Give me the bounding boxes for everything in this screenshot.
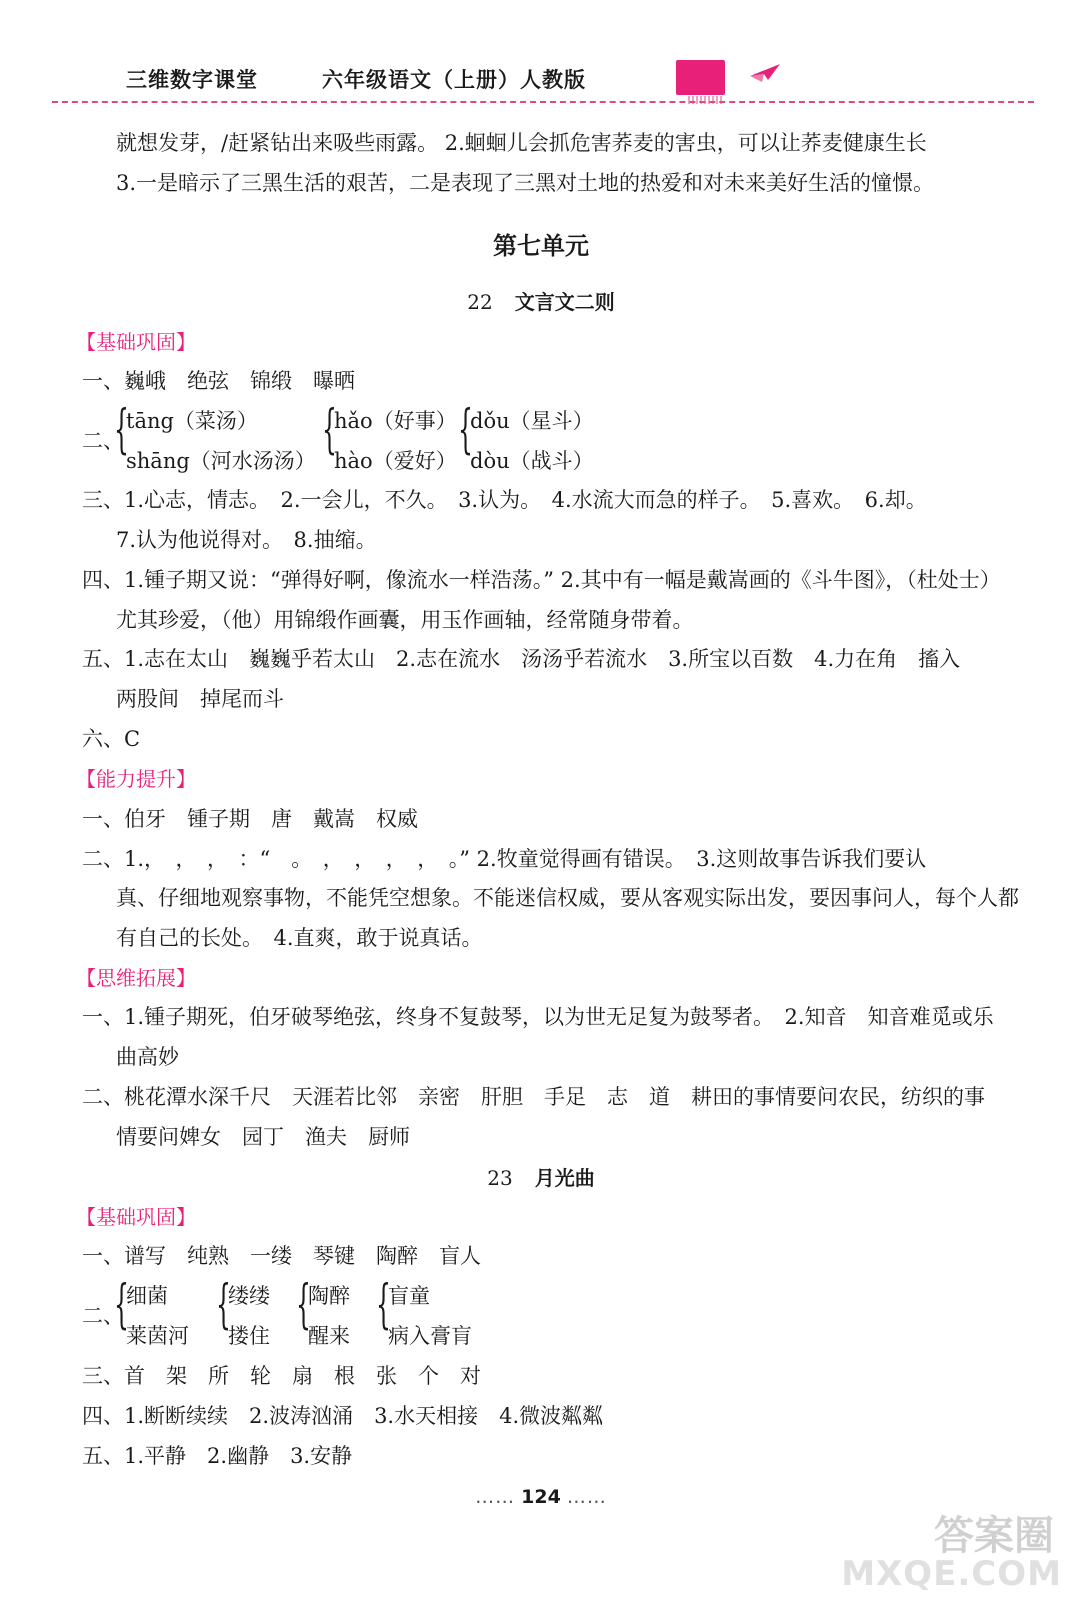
header-decoration-block (676, 60, 725, 95)
lesson-number: 22 (467, 290, 493, 314)
l22-q2-g3-top: dǒu（星斗） (470, 409, 594, 433)
l23-q2-g4-bottom: 病入膏肓 (388, 1324, 472, 1348)
unit-title: 第七单元 (493, 232, 589, 260)
l23-q2-g1-bottom: 莱茵河 (126, 1324, 189, 1348)
l22-t2-line-1: 二、桃花潭水深千尺 天涯若比邻 亲密 肝胆 手足 志 道 耕田的事情要问农民，纺织的事 (82, 1085, 985, 1109)
section-label-thinking: 【思维拓展】 (76, 966, 196, 990)
l22-q5-line-2: 两股间 掉尾而斗 (116, 687, 284, 711)
l22-a2-line-2: 真、仔细地观察事物，不能凭空想象。不能迷信权威，要从客观实际出发，要因事问人，每个人都 (116, 886, 1019, 910)
watermark-site: MXQE.COM (841, 1554, 1062, 1594)
l22-a1: 一、伯牙 锺子期 唐 戴嵩 权威 (82, 807, 418, 831)
lesson-number: 23 (487, 1166, 513, 1190)
l23-q2-g3-top: 陶醉 (308, 1284, 350, 1308)
l22-a2-line-3: 有自己的长处。 4.直爽，敢于说真话。 (116, 926, 483, 950)
header-divider (52, 101, 1034, 103)
section-label-basic: 【基础巩固】 (76, 330, 196, 354)
l22-q4-line-1: 四、1.锺子期又说：“弹得好啊，像流水一样浩荡。” 2.其中有一幅是戴嵩画的《斗牛图》，（杜处士） (82, 568, 1001, 592)
l22-q2-g2-bottom: hào（爱好） (334, 449, 457, 473)
l22-t1-line-2: 曲高妙 (116, 1045, 179, 1069)
l23-q5: 五、1.平静 2.幽静 3.安静 (82, 1444, 353, 1468)
page-dots-left: …… (475, 1486, 516, 1508)
brace-icon: { (114, 400, 129, 460)
section-label-basic-23: 【基础巩固】 (76, 1205, 196, 1229)
l22-t2-line-2: 情要问婢女 园丁 渔夫 厨师 (116, 1125, 410, 1149)
l22-q2-g1-bottom: shāng（河水汤汤） (126, 449, 316, 473)
brace-icon: { (114, 1275, 129, 1335)
l22-q2-prefix: 二、 (82, 429, 124, 453)
carryover-line-1: 就想发芽，/赶紧钻出来吸些雨露。 2.蛔蛔儿会抓危害荞麦的害虫，可以让荞麦健康生长 (116, 131, 927, 155)
section-label-ability: 【能力提升】 (76, 767, 196, 791)
l22-a2-line-1: 二、1.， ， ， ：“ 。 ， ， ， ， 。” 2.牧童觉得画有错误。 3.这则故事告诉我们要认 (82, 847, 927, 871)
l23-q3: 三、首 架 所 轮 扇 根 张 个 对 (82, 1364, 481, 1388)
lesson-22-title (0, 286, 1082, 315)
carryover-line-2: 3.一是暗示了三黑生活的艰苦，二是表现了三黑对土地的热爱和对未来美好生活的憧憬。 (116, 171, 935, 195)
page-header (0, 0, 1082, 110)
l23-q2-g2-bottom: 搂住 (228, 1324, 270, 1348)
l23-q4: 四、1.断断续续 2.波涛汹涌 3.水天相接 4.微波粼粼 (82, 1404, 604, 1428)
book-title: 六年级语文（上册）人教版 (322, 68, 586, 92)
l22-q2-g1-top: tāng（菜汤） (126, 409, 258, 433)
brace-icon: { (322, 400, 337, 460)
l22-q6: 六、C (82, 727, 141, 751)
watermark-logo: 答案圈 (934, 1513, 1054, 1559)
l22-q4-line-2: 尤其珍爱，（他）用锦缎作画囊，用玉作画轴，经常随身带着。 (116, 608, 694, 632)
l22-q3-line-2: 7.认为他说得对。 8.抽缩。 (116, 528, 377, 552)
l23-q2-g3-bottom: 醒来 (308, 1324, 350, 1348)
l23-q2-g4-top: 盲童 (388, 1284, 430, 1308)
brace-icon: { (376, 1275, 391, 1335)
paper-plane-icon (748, 62, 782, 84)
lesson-23-title (0, 1162, 1082, 1191)
l23-q1: 一、谱写 纯熟 一缕 琴键 陶醉 盲人 (82, 1244, 481, 1268)
l22-q3-line-1: 三、1.心志，情志。 2.一会儿，不久。 3.认为。 4.水流大而急的样子。 5.喜欢。 6.却。 (82, 488, 927, 512)
watermark (841, 1504, 1062, 1594)
l23-q2-prefix: 二、 (82, 1304, 124, 1328)
l22-q2-g2-top: hǎo（好事） (334, 409, 457, 433)
page-dots-right: …… (566, 1486, 607, 1508)
l23-q2-g2-top: 缕缕 (228, 1284, 270, 1308)
l22-q5-line-1: 五、1.志在太山 巍巍乎若太山 2.志在流水 汤汤乎若流水 3.所宝以百数 4.力在角 搐入 (82, 647, 961, 671)
brace-icon: { (216, 1275, 231, 1335)
series-title: 三维数字课堂 (126, 68, 258, 92)
lesson-name: 文言文二则 (514, 290, 615, 314)
l22-q1: 一、巍峨 绝弦 锦缎 曝晒 (82, 369, 355, 393)
lesson-name: 月光曲 (534, 1166, 595, 1190)
page-number-value: 124 (521, 1486, 561, 1508)
l22-q2-g3-bottom: dòu（战斗） (470, 449, 594, 473)
brace-icon: { (458, 400, 473, 460)
brace-icon: { (296, 1275, 311, 1335)
l23-q2-g1-top: 细菌 (126, 1284, 168, 1308)
l22-t1-line-1: 一、1.锺子期死，伯牙破琴绝弦，终身不复鼓琴，以为世无足复为鼓琴者。 2.知音 知音难觅或乐 (82, 1005, 994, 1029)
